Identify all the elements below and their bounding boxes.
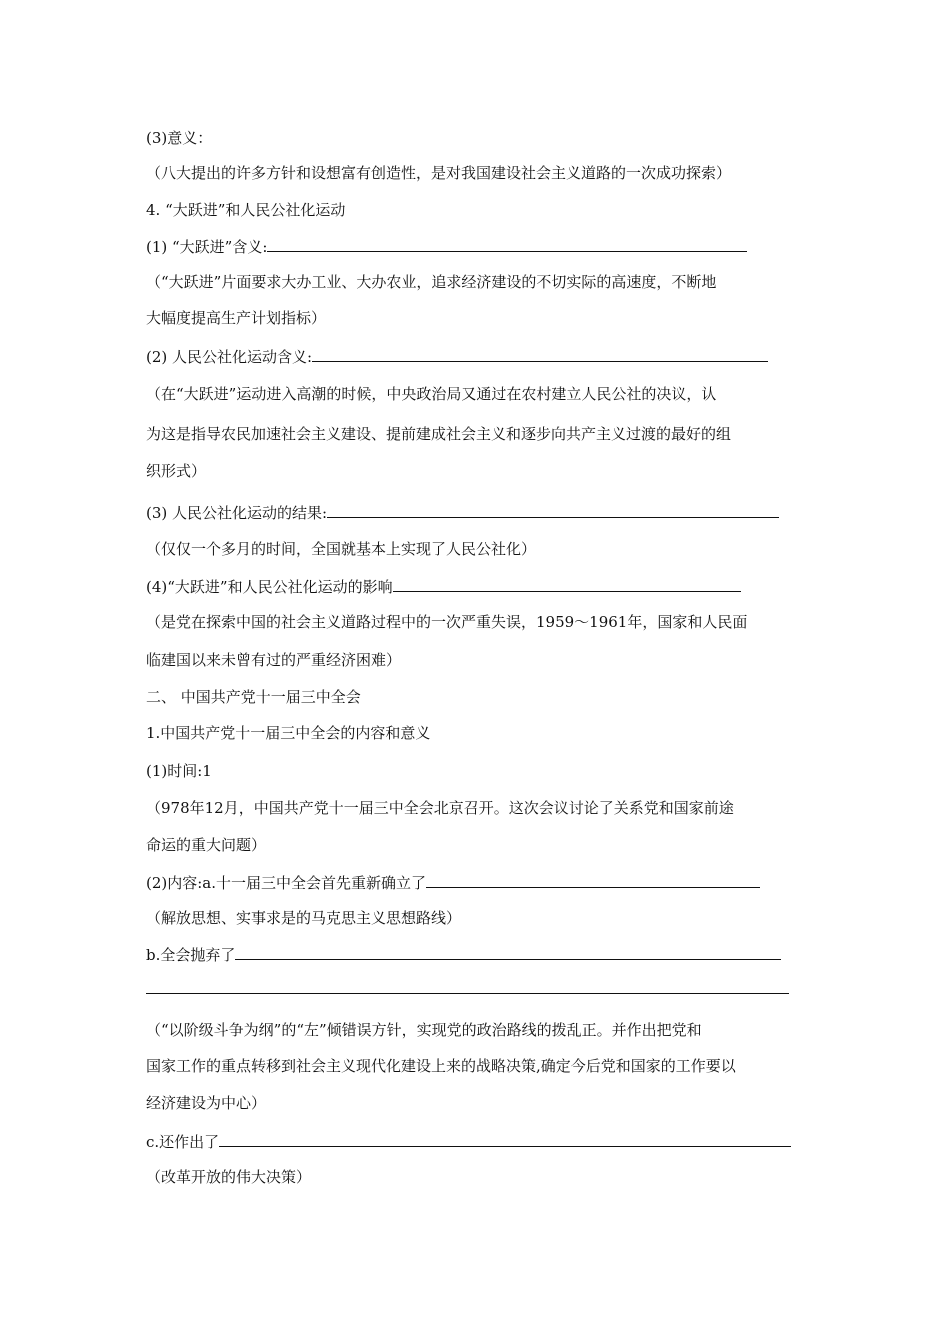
answer-blank[interactable]	[426, 872, 760, 888]
answer-blank[interactable]	[267, 236, 747, 252]
question-label: (4)“大跃进”和人民公社化运动的影响	[146, 578, 393, 596]
text-line: (1)时间:1	[146, 762, 212, 780]
text-line: （八大提出的许多方针和设想富有创造性，是对我国建设社会主义道路的一次成功探索）	[146, 164, 732, 182]
answer-blank[interactable]	[219, 1131, 791, 1147]
question-label: (2) 人民公社化运动含义:	[146, 348, 313, 366]
text-line	[146, 346, 768, 366]
text-line: （解放思想、实事求是的马克思主义思想路线）	[146, 909, 462, 927]
question-label: (3) 人民公社化运动的结果:	[146, 504, 328, 522]
question-label: b.全会抛弃了	[146, 946, 236, 964]
text-line: 1.中国共产党十一届三中全会的内容和意义	[146, 724, 431, 742]
answer-blank-continuation[interactable]	[146, 993, 789, 994]
answer-blank[interactable]	[327, 502, 779, 518]
text-line: （改革开放的伟大决策）	[146, 1168, 312, 1186]
text-line	[146, 236, 747, 256]
text-line: （仅仅一个多月的时间，全国就基本上实现了人民公社化）	[146, 540, 537, 558]
section-heading: 二、 中国共产党十一届三中全会	[146, 688, 361, 706]
answer-blank[interactable]	[393, 576, 741, 592]
question-label: (2)内容:a.十一届三中全会首先重新确立了	[146, 874, 427, 892]
answer-blank[interactable]	[312, 346, 768, 362]
text-line	[146, 872, 760, 892]
text-line	[146, 576, 741, 596]
text-line	[146, 1131, 791, 1151]
text-line: (3)意义：	[146, 129, 213, 147]
text-line	[146, 944, 781, 964]
question-label: (1) “大跃进”含义:	[146, 238, 268, 256]
text-line: （“大跃进”片面要求大办工业、大办农业，追求经济建设的不切实际的高速度，不断地	[146, 273, 717, 291]
text-line: 织形式）	[146, 462, 207, 480]
text-line: 经济建设为中心）	[146, 1094, 267, 1112]
answer-blank[interactable]	[235, 944, 781, 960]
text-line: （“以阶级斗争为纲”的“左”倾错误方针，实现党的政治路线的拨乱正。并作出把党和	[146, 1021, 702, 1039]
text-line: （978年12月，中国共产党十一届三中全会北京召开。这次会议讨论了关系党和国家前途	[146, 799, 734, 817]
text-line: 大幅度提高生产计划指标）	[146, 309, 327, 327]
text-line: （在“大跃进”运动进入高潮的时候，中央政治局又通过在农村建立人民公社的决议，认	[146, 385, 717, 403]
text-line: 国家工作的重点转移到社会主义现代化建设上来的战略决策,确定今后党和国家的工作要以	[146, 1057, 736, 1075]
text-line: （是党在探索中国的社会主义道路过程中的一次严重失误，1959～1961年，国家和人民面	[146, 613, 748, 631]
text-line: 4. “大跃进”和人民公社化运动	[146, 201, 346, 219]
text-line: 为这是指导农民加速社会主义建设、提前建成社会主义和逐步向共产主义过渡的最好的组	[146, 425, 732, 443]
text-line	[146, 502, 779, 522]
question-label: c.还作出了	[146, 1133, 220, 1151]
text-line: 临建国以来未曾有过的严重经济困难）	[146, 651, 402, 669]
text-line: 命运的重大问题）	[146, 836, 267, 854]
